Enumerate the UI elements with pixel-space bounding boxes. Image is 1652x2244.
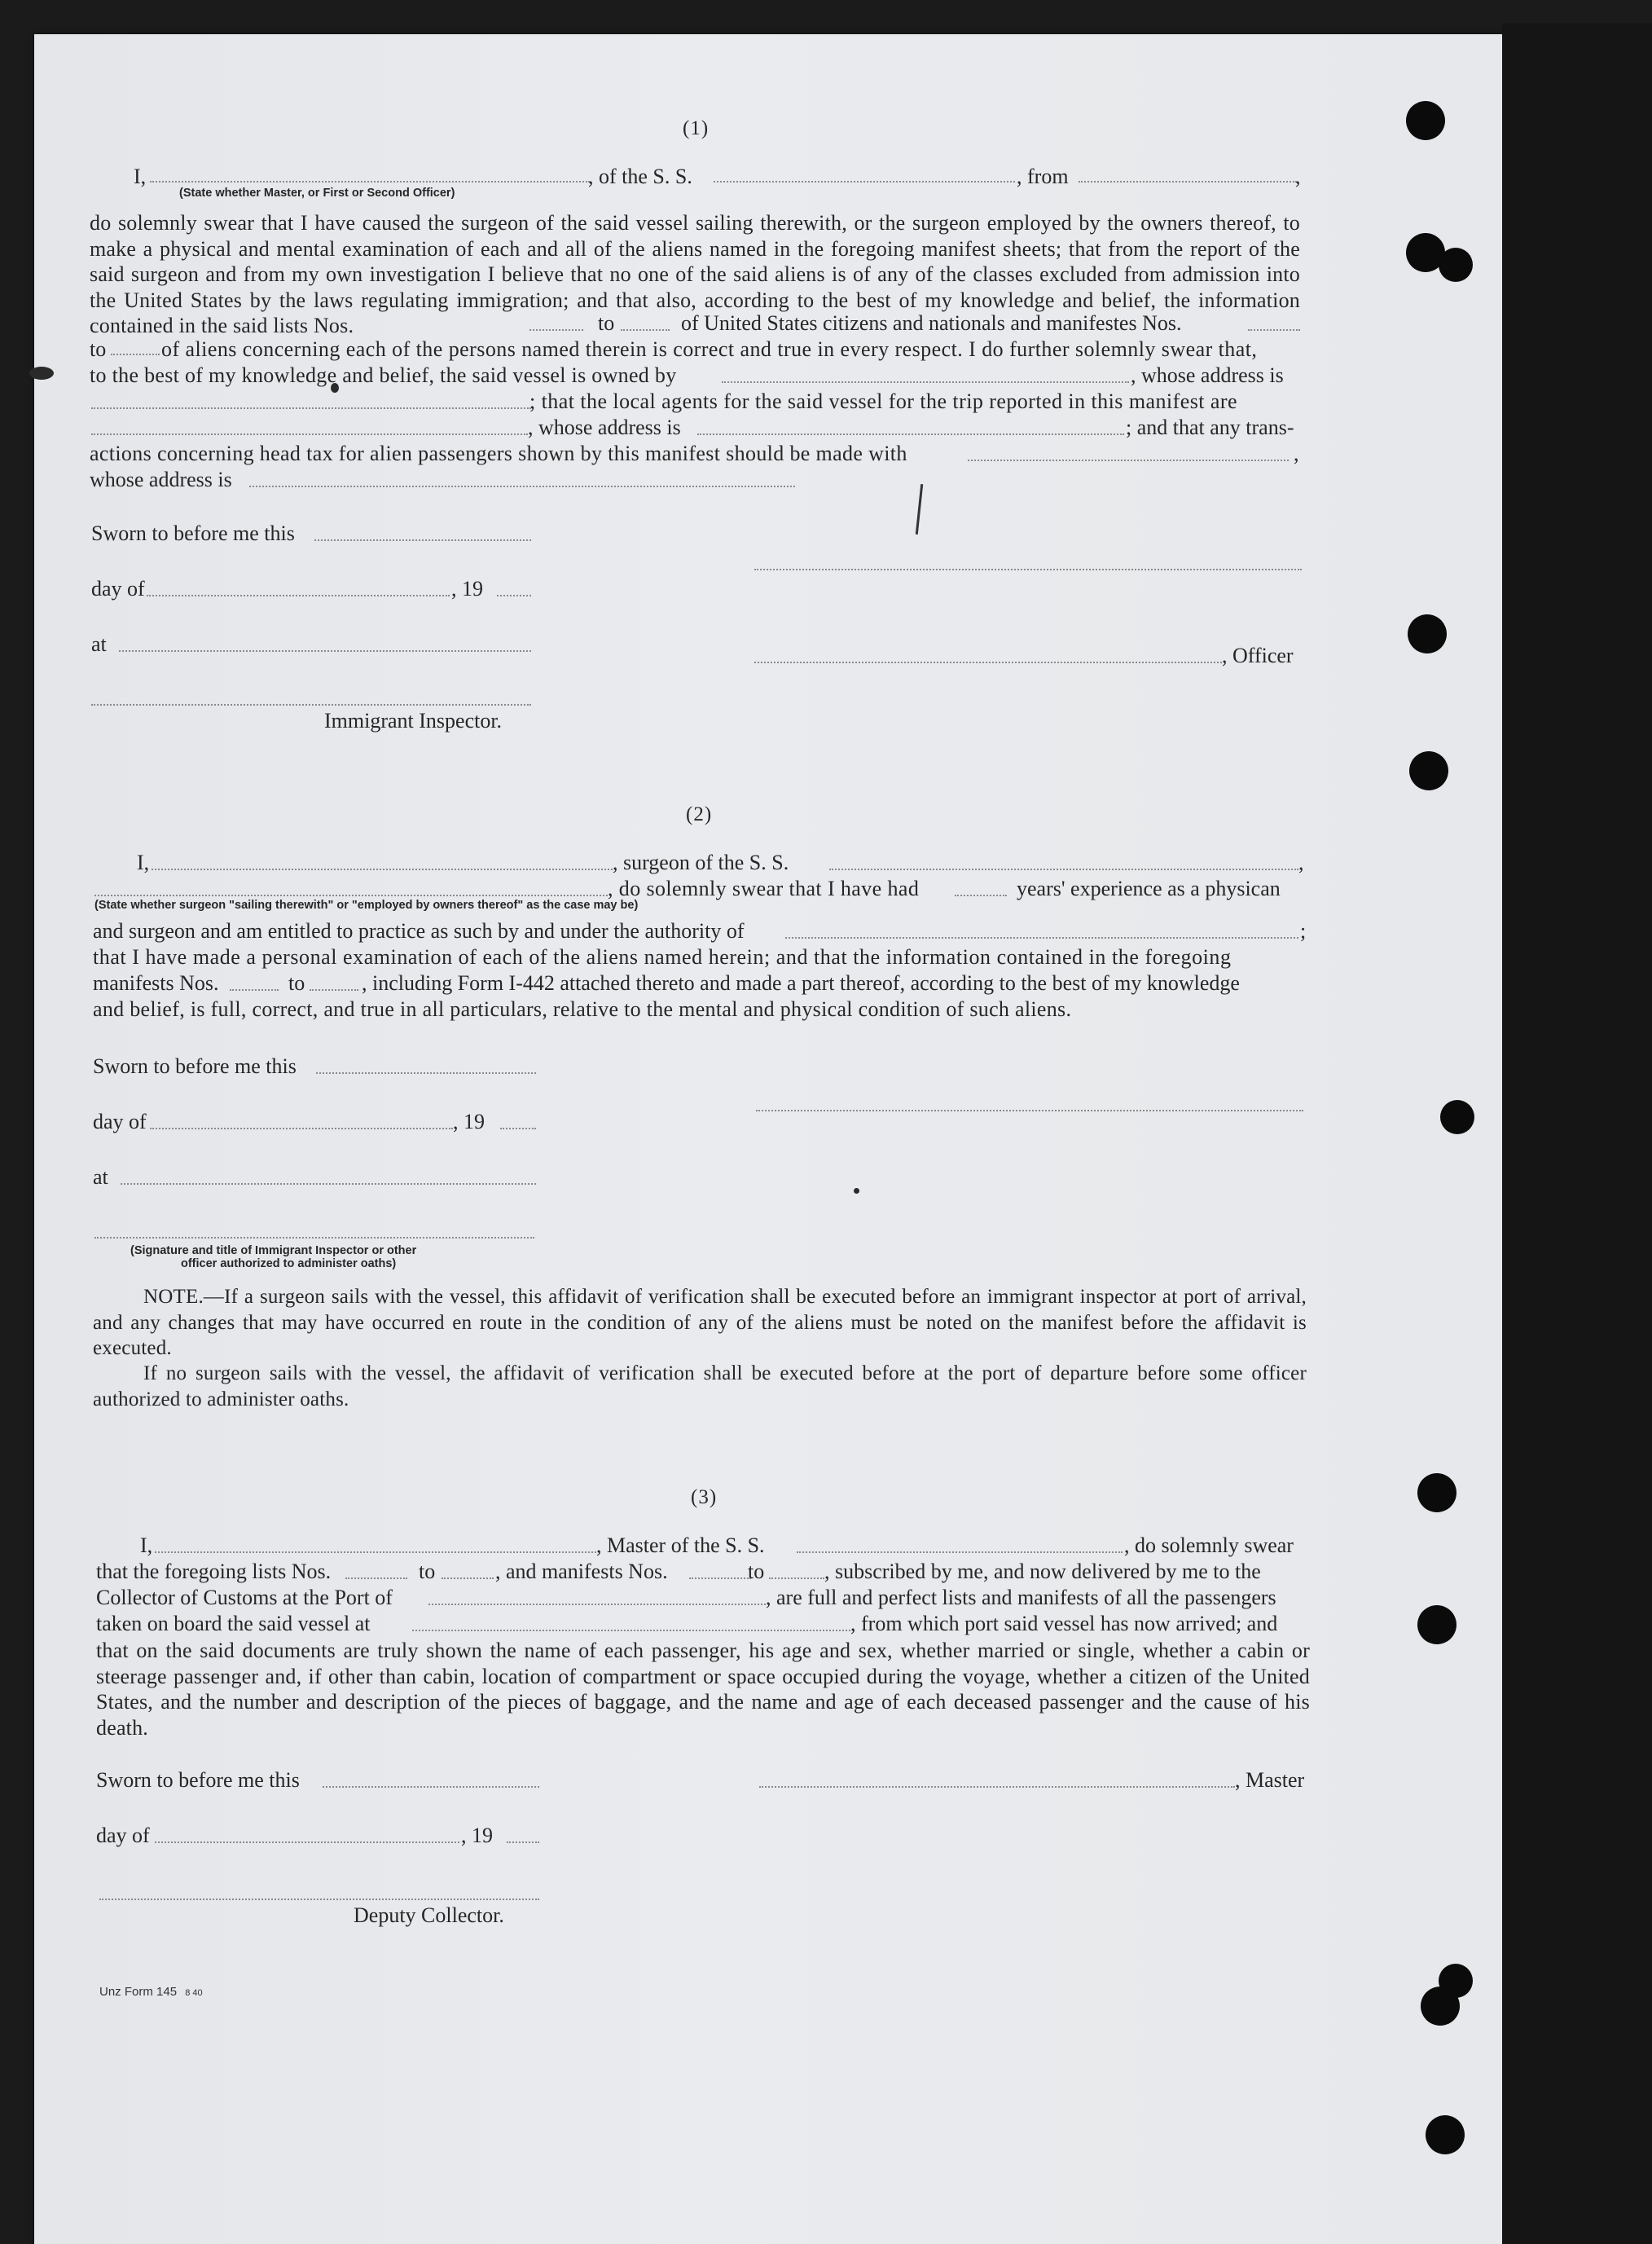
lists-from-field-3[interactable] bbox=[345, 1577, 407, 1579]
owner-field[interactable] bbox=[722, 381, 1129, 383]
year-field-2[interactable] bbox=[500, 1128, 536, 1129]
punch-hole-4 bbox=[1408, 614, 1447, 653]
punch-hole-6 bbox=[1440, 1100, 1474, 1134]
inspector-signature-field-2[interactable] bbox=[94, 1237, 534, 1239]
belief-text: and belief, is full, correct, and true in all particulars, relative to the mental and physical condition of such aliens. bbox=[93, 997, 1072, 1021]
sworn-label-3: Sworn to before me this bbox=[96, 1768, 300, 1792]
day-of-label-1: day of bbox=[91, 577, 145, 601]
whose-address-3: whose address is bbox=[90, 468, 232, 491]
surgeon-name-field[interactable] bbox=[152, 869, 613, 870]
authority-field[interactable] bbox=[785, 937, 1298, 939]
sworn-label-1: Sworn to before me this bbox=[91, 521, 295, 545]
manifests-label: manifests Nos. bbox=[93, 971, 219, 995]
year-label-1: , 19 bbox=[451, 577, 483, 601]
to-label-1: to bbox=[598, 311, 615, 335]
aliens-text: of aliens concerning each of the persons named therein is correct and true in every respect. I do further solemnly swear that, bbox=[161, 337, 1258, 361]
master-label: , Master bbox=[1235, 1768, 1305, 1792]
to-label-2: to bbox=[90, 337, 107, 361]
years-label: years' experience as a physican bbox=[1017, 877, 1281, 900]
to-label-4: to bbox=[419, 1560, 436, 1583]
comma: , bbox=[1295, 165, 1301, 188]
master-of-label: , Master of the S. S. bbox=[596, 1533, 765, 1557]
do-swear-label: , do solemnly swear that I have had bbox=[608, 877, 920, 900]
manifests-to-field-2[interactable] bbox=[310, 989, 358, 991]
note-paragraph-2: If no surgeon sails with the vessel, the affidavit of verification shall be executed before at the port of departure before some officer authorized to administer oaths. bbox=[93, 1362, 1307, 1410]
punch-hole-8 bbox=[1417, 1605, 1456, 1644]
sworn-date-field-3[interactable] bbox=[323, 1786, 539, 1788]
form-code: 8 40 bbox=[185, 1988, 203, 1998]
head-tax-party-field[interactable] bbox=[968, 460, 1289, 461]
lists-to-field-3[interactable] bbox=[442, 1577, 494, 1579]
manifests-from-field-3[interactable] bbox=[689, 1577, 751, 1579]
manifests-to-field[interactable] bbox=[111, 354, 160, 355]
surgeon-status-field[interactable] bbox=[94, 895, 608, 896]
master-signature-field[interactable] bbox=[759, 1786, 1235, 1788]
surgeon-caption: (State whether surgeon "sailing therewith" or "employed by owners thereof" as the case may be) bbox=[94, 899, 639, 912]
deputy-collector-label: Deputy Collector. bbox=[354, 1903, 504, 1927]
whose-address-1: , whose address is bbox=[1131, 363, 1284, 387]
subscribed-text: , subscribed by me, and now delivered by me to the bbox=[824, 1560, 1261, 1583]
comma: , bbox=[1298, 851, 1304, 874]
manifests-from-field[interactable] bbox=[1248, 329, 1300, 331]
form-number bbox=[99, 1985, 203, 1999]
officer-label: , Officer bbox=[1222, 644, 1294, 667]
section-2-number: (2) bbox=[686, 803, 713, 825]
at-field-1[interactable] bbox=[119, 650, 531, 652]
transactions-text: ; and that any trans- bbox=[1126, 416, 1294, 439]
section-3-rest: that on the said documents are truly shown the name of each passenger, his age and sex, whether married or single, whether a cabin or steerage passenger and, if other than cabin, location of compartment or space occupied during the voyage, whether a citizen of the United States, and the number and description of the pieces of baggage, and the name and age of each deceased passenger and the cause of his death. bbox=[96, 1639, 1310, 1740]
whose-address-2: , whose address is bbox=[528, 416, 681, 439]
manifests-to-field-3[interactable] bbox=[769, 1577, 824, 1579]
deputy-signature-field[interactable] bbox=[99, 1899, 539, 1900]
section-3-i: I, bbox=[140, 1533, 153, 1557]
sworn-date-field-1[interactable] bbox=[314, 539, 531, 541]
sig-caption-2: officer authorized to administer oaths) bbox=[181, 1257, 397, 1270]
lists-from-field[interactable] bbox=[529, 329, 583, 331]
day-of-field-3[interactable] bbox=[155, 1841, 459, 1843]
inspector-signature-field[interactable] bbox=[91, 704, 531, 706]
local-agents-text: ; that the local agents for the said vessel for the trip reported in this manifest are bbox=[529, 389, 1237, 413]
head-tax-text: actions concerning head tax for alien passengers shown by this manifest should be made with bbox=[90, 442, 907, 465]
us-citizens-text: of United States citizens and nationals and manifestes Nos. bbox=[681, 311, 1182, 335]
year-label-2: , 19 bbox=[453, 1110, 485, 1133]
years-field[interactable] bbox=[955, 895, 1007, 896]
sworn-label-2: Sworn to before me this bbox=[93, 1054, 297, 1078]
from-port-field[interactable] bbox=[1079, 181, 1297, 183]
master-vessel-field[interactable] bbox=[797, 1551, 1123, 1553]
day-of-field-2[interactable] bbox=[150, 1128, 453, 1129]
officer-name-field[interactable] bbox=[150, 181, 590, 183]
surgeon-signature-field[interactable] bbox=[756, 1110, 1303, 1111]
agents-field[interactable] bbox=[91, 433, 528, 435]
surgeon-vessel-field[interactable] bbox=[829, 869, 1298, 870]
semicolon: ; bbox=[1300, 919, 1307, 943]
personal-exam-text: that I have made a personal examination of each of the aliens named herein; and that the information contained in the foregoing bbox=[93, 945, 1232, 969]
punch-hole-11 bbox=[1426, 2115, 1465, 2154]
section-1-i: I, bbox=[134, 165, 147, 188]
punch-hole-7 bbox=[1417, 1473, 1456, 1512]
officer-signature-field[interactable] bbox=[754, 569, 1302, 570]
punch-hole-10 bbox=[1421, 1987, 1460, 2026]
taken-port-field[interactable] bbox=[412, 1630, 850, 1631]
to-label-5: to bbox=[748, 1560, 765, 1583]
agents-address-field[interactable] bbox=[697, 433, 1124, 435]
master-name-field[interactable] bbox=[155, 1551, 596, 1553]
and-manifests-text: , and manifests Nos. bbox=[495, 1560, 668, 1583]
section-2-i: I, bbox=[137, 851, 150, 874]
day-of-label-2: day of bbox=[93, 1110, 147, 1133]
punch-hole-1 bbox=[1406, 101, 1445, 140]
collector-text: Collector of Customs at the Port of bbox=[96, 1586, 393, 1609]
officer-title-field[interactable] bbox=[754, 662, 1222, 663]
sworn-date-field-2[interactable] bbox=[316, 1072, 536, 1074]
punch-hole-3 bbox=[1439, 248, 1473, 282]
ink-speck bbox=[29, 367, 54, 380]
entitled-text: and surgeon and am entitled to practice as such by and under the authority of bbox=[93, 919, 745, 943]
ink-speck bbox=[854, 1188, 859, 1194]
at-label-2: at bbox=[93, 1165, 108, 1189]
owned-by-text: to the best of my knowledge and belief, the said vessel is owned by bbox=[90, 363, 677, 387]
immigrant-inspector-label: Immigrant Inspector. bbox=[324, 709, 503, 733]
note-paragraph-1: NOTE.—If a surgeon sails with the vessel, this affidavit of verification shall be executed before an immigrant inspector at port of arrival, and any changes that may have occurred en route in the condition of any of the aliens must be noted on the manifest before the affidavit is executed. bbox=[93, 1286, 1307, 1359]
from-port-text: , from which port said vessel has now arrived; and bbox=[850, 1612, 1278, 1635]
section-1-number: (1) bbox=[683, 117, 710, 139]
do-swear-3: , do solemnly swear bbox=[1124, 1533, 1294, 1557]
page-margin bbox=[1502, 23, 1652, 2244]
section-1-oath-body: do solemnly swear that I have caused the surgeon of the said vessel sailing therewith, or the surgeon employed by the owners thereof, to make a physical and mental examination of each and all of the aliens named in the foregoing manifest sheets; that from the report of the said surgeon and from my own investigation I believe that no one of the said aliens is of any of the classes excluded from admission into the United States by the laws regulating immigration; and that also, according to the best of my knowledge and belief, the information contained in the said lists Nos. bbox=[90, 211, 1300, 337]
comma: , bbox=[1294, 442, 1299, 465]
including-text: , including Form I-442 attached thereto and made a part thereof, according to the best of my knowledge bbox=[362, 971, 1240, 995]
at-label-1: at bbox=[91, 632, 107, 656]
to-label-3: to bbox=[288, 971, 305, 995]
sig-caption-1: (Signature and title of Immigrant Inspector or other bbox=[130, 1244, 417, 1257]
year-field-3[interactable] bbox=[507, 1841, 539, 1843]
surgeon-of-label: , surgeon of the S. S. bbox=[613, 851, 789, 874]
section-3-number: (3) bbox=[691, 1486, 718, 1508]
at-field-2[interactable] bbox=[121, 1183, 536, 1185]
day-of-field-1[interactable] bbox=[147, 595, 450, 596]
head-tax-address-field[interactable] bbox=[249, 486, 795, 487]
form-label: Unz Form 145 bbox=[99, 1985, 178, 1999]
lists-to-field[interactable] bbox=[621, 329, 670, 331]
year-label-3: , 19 bbox=[461, 1824, 493, 1847]
day-of-label-3: day of bbox=[96, 1824, 150, 1847]
manifests-from-field-2[interactable] bbox=[230, 989, 279, 991]
port-field[interactable] bbox=[428, 1604, 766, 1605]
lists-text: that the foregoing lists Nos. bbox=[96, 1560, 332, 1583]
year-field-1[interactable] bbox=[497, 595, 531, 596]
of-ss-label: , of the S. S. bbox=[588, 165, 692, 188]
taken-text: taken on board the said vessel at bbox=[96, 1612, 371, 1635]
from-label: , from bbox=[1017, 165, 1069, 188]
vessel-name-field[interactable] bbox=[714, 181, 1015, 183]
punch-hole-5 bbox=[1409, 751, 1448, 790]
are-full-text: , are full and perfect lists and manifests of all the passengers bbox=[766, 1586, 1276, 1609]
officer-caption: (State whether Master, or First or Second Officer) bbox=[179, 187, 455, 200]
owner-address-field[interactable] bbox=[91, 407, 531, 409]
